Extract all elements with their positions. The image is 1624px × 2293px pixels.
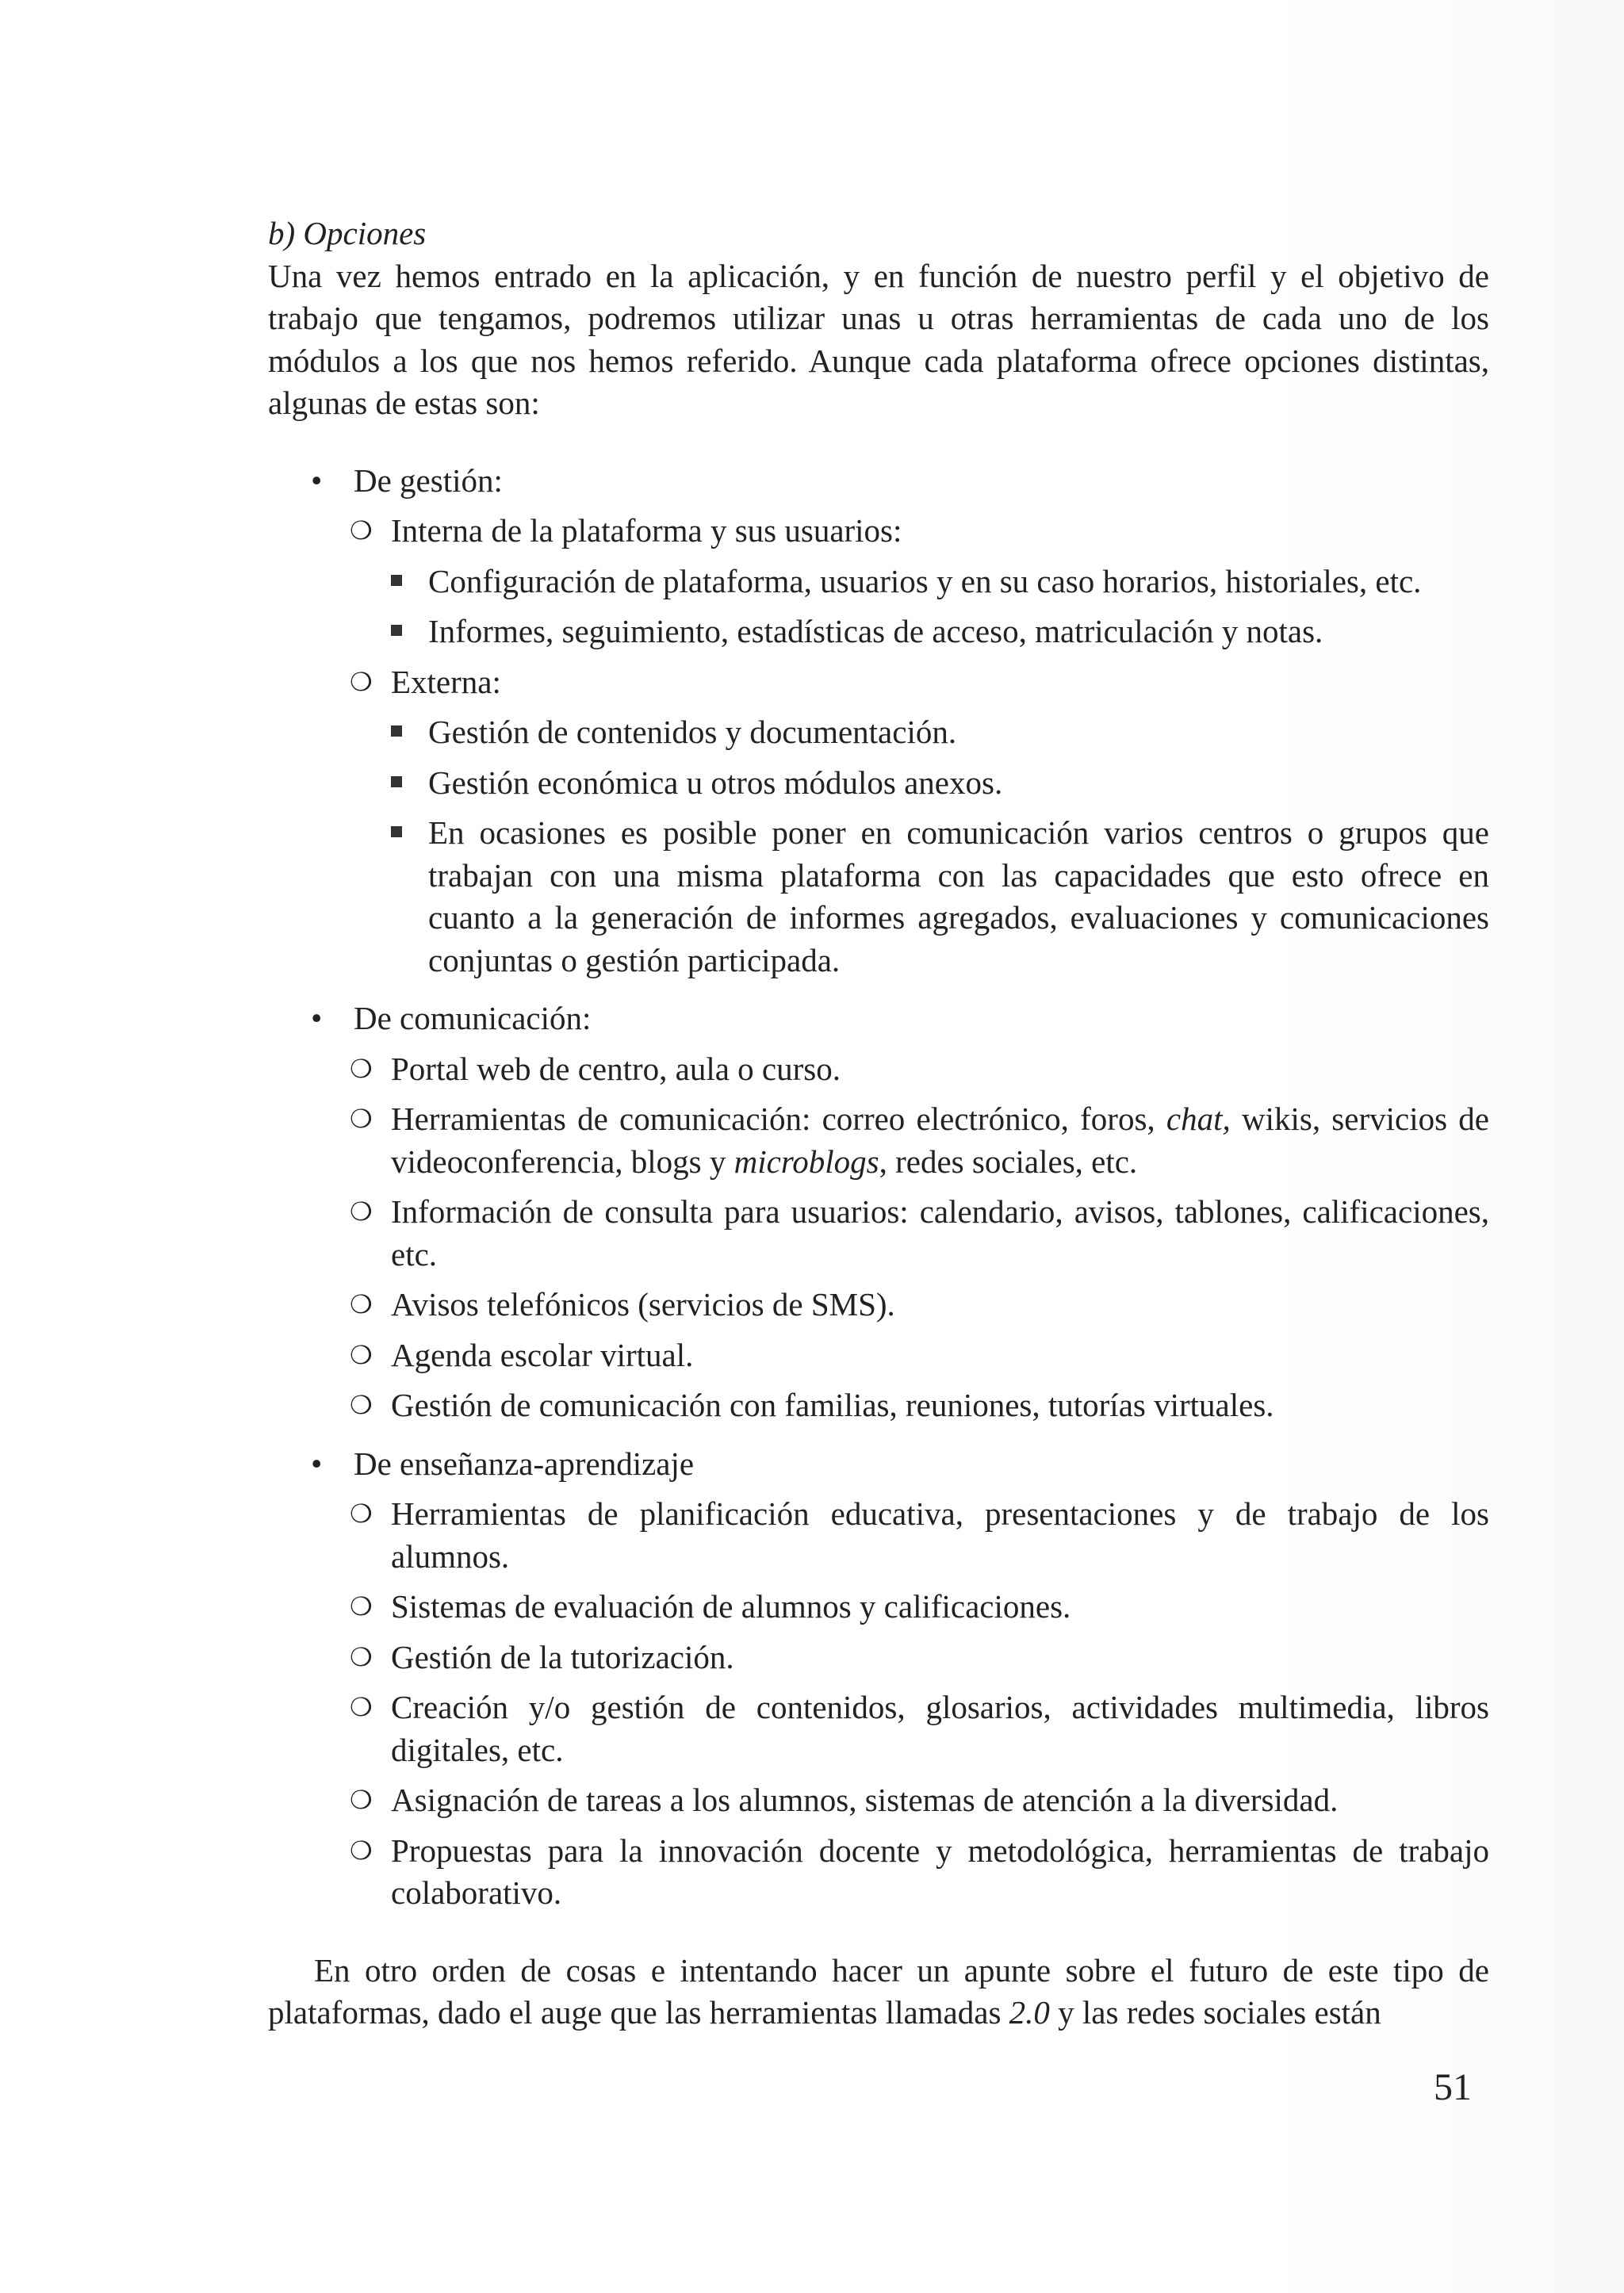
sublist-item: [268, 1334, 1489, 1377]
circle-marker: ❍: [350, 1290, 373, 1319]
sublist-item: [268, 1191, 1489, 1276]
circle-marker: ❍: [350, 1499, 373, 1528]
subsublist-item: [268, 762, 1489, 805]
circle-marker: ❍: [350, 1786, 373, 1814]
sublist-item-text: Propuestas para la innovación docente y metodológica, herramientas de trabajo colaborativo.: [391, 1832, 1489, 1911]
circle-marker: ❍: [350, 1693, 373, 1721]
closing-text-b: 2.0: [1009, 1994, 1050, 2031]
sublist-item-text: Agenda escolar virtual.: [391, 1336, 694, 1373]
list-group-ensenanza: [268, 1443, 1489, 1915]
subsublist-item-text: Informes, seguimiento, estadísticas de acceso, matriculación y notas.: [428, 613, 1323, 649]
list-item-ensenanza: [268, 1443, 1489, 1486]
sublist-item: [268, 1384, 1489, 1427]
closing-text-c: y las redes sociales están: [1049, 1994, 1381, 2031]
subsublist-item: [268, 711, 1489, 754]
sublist-item-interna: [268, 510, 1489, 553]
sublist-item-text: Avisos telefónicos (servicios de SMS).: [391, 1286, 895, 1323]
list-item-comunicacion: [268, 997, 1489, 1040]
sublist-item-text: Herramientas de planificación educativa, presentaciones y de trabajo de los alumnos.: [391, 1495, 1489, 1575]
sublist-item: [268, 1048, 1489, 1091]
circle-marker: ❍: [350, 1340, 373, 1369]
sublist-item-text-e: , redes sociales, etc.: [879, 1143, 1138, 1180]
sublist-item-text: Asignación de tareas a los alumnos, sistemas de atención a la diversidad.: [391, 1782, 1339, 1818]
circle-marker: ❍: [350, 1642, 373, 1671]
section-subtitle: b) Opciones: [268, 215, 427, 251]
bullet-marker: •: [311, 461, 323, 499]
sublist-item-externa: [268, 661, 1489, 704]
square-marker: [391, 575, 402, 586]
subsublist-item-text: Configuración de plataforma, usuarios y en su caso horarios, historiales, etc.: [428, 562, 1422, 599]
bullet-marker: •: [311, 1000, 323, 1036]
intro-paragraph: Una vez hemos entrado en la aplicación, y en función de nuestro perfil y el objetivo de trabajo que tengamos, podremos utilizar unas u otras herramientas de cada uno de los módulos a los que nos hemos referido. Aunque cada plataforma ofrece opciones distintas, algunas de estas son:: [268, 257, 1489, 421]
sublist-item: [268, 1586, 1489, 1629]
sublist-item-text-a: Herramientas de comunicación: correo electrónico, foros,: [391, 1101, 1166, 1137]
subsublist-item-text: Gestión de contenidos y documentación.: [428, 714, 957, 750]
circle-marker: ❍: [350, 667, 373, 696]
square-marker: [391, 725, 402, 737]
page-number: 51: [1434, 2066, 1472, 2108]
list-item-gestion: [268, 460, 1489, 503]
circle-marker: ❍: [350, 516, 373, 545]
sublist-item-text: Información de consulta para usuarios: calendario, avisos, tablones, calificaciones, etc.: [391, 1193, 1489, 1273]
sublist-item: [268, 1779, 1489, 1822]
subsublist-item: [268, 611, 1489, 653]
subsublist-item-text: En ocasiones es posible poner en comunicación varios centros o grupos que trabajan con una misma plataforma con las capacidades que esto ofrece en cuanto a la generación de informes agregados, evaluaciones y comunicaciones conjuntas o gestión participada.: [428, 814, 1489, 978]
circle-marker: ❍: [350, 1836, 373, 1865]
bullet-marker: •: [311, 1445, 323, 1482]
sublist-item-text: Creación y/o gestión de contenidos, glosarios, actividades multimedia, libros digitales, etc.: [391, 1689, 1489, 1768]
subsublist-item: [268, 561, 1489, 603]
circle-marker: ❍: [350, 1197, 373, 1226]
sublist-item-text-b: chat,: [1166, 1101, 1231, 1137]
sublist-item: [268, 1284, 1489, 1326]
circle-marker: ❍: [350, 1104, 373, 1133]
sublist-item-text: Portal web de centro, aula o curso.: [391, 1050, 841, 1087]
sublist-item-text: Gestión de la tutorización.: [391, 1638, 734, 1675]
sublist-item: [268, 1636, 1489, 1679]
sublist-item: [268, 1493, 1489, 1578]
square-marker: [391, 625, 402, 636]
sublist-item: [268, 1098, 1489, 1183]
closing-text-a: En otro orden de cosas e intentando hacer un apunte sobre el futuro de este tipo de plataformas, dado el auge que las herramientas llamadas: [268, 1951, 1489, 2031]
list-group-comunicacion: [268, 997, 1489, 1427]
sublist-item-text: Sistemas de evaluación de alumnos y calificaciones.: [391, 1588, 1071, 1625]
list-item-label: De comunicación:: [354, 1000, 592, 1036]
circle-marker: ❍: [350, 1391, 373, 1419]
subsublist-item-text: Gestión económica u otros módulos anexos.: [428, 764, 1003, 801]
list-group-gestion: [268, 460, 1489, 982]
square-marker: [391, 776, 402, 787]
square-marker: [391, 826, 402, 837]
sublist-item-text: Externa:: [391, 663, 501, 700]
page-content: [268, 212, 1489, 2035]
list-item-label: De enseñanza-aprendizaje: [354, 1445, 695, 1482]
sublist-item-text-d: microblogs: [733, 1143, 879, 1180]
circle-marker: ❍: [350, 1054, 373, 1083]
list-item-label: De gestión:: [354, 461, 503, 499]
sublist-item: [268, 1830, 1489, 1915]
closing-paragraph: [268, 1950, 1489, 2035]
circle-marker: ❍: [350, 1592, 373, 1621]
sublist-item-text: Interna de la plataforma y sus usuarios:: [391, 512, 902, 549]
subsublist-item: [268, 812, 1489, 982]
sublist-item-text: Gestión de comunicación con familias, reuniones, tutorías virtuales.: [391, 1387, 1274, 1423]
sublist-item-text-c: wikis, servicios de videoconferencia, blogs y: [391, 1101, 1489, 1180]
sublist-item: [268, 1686, 1489, 1771]
